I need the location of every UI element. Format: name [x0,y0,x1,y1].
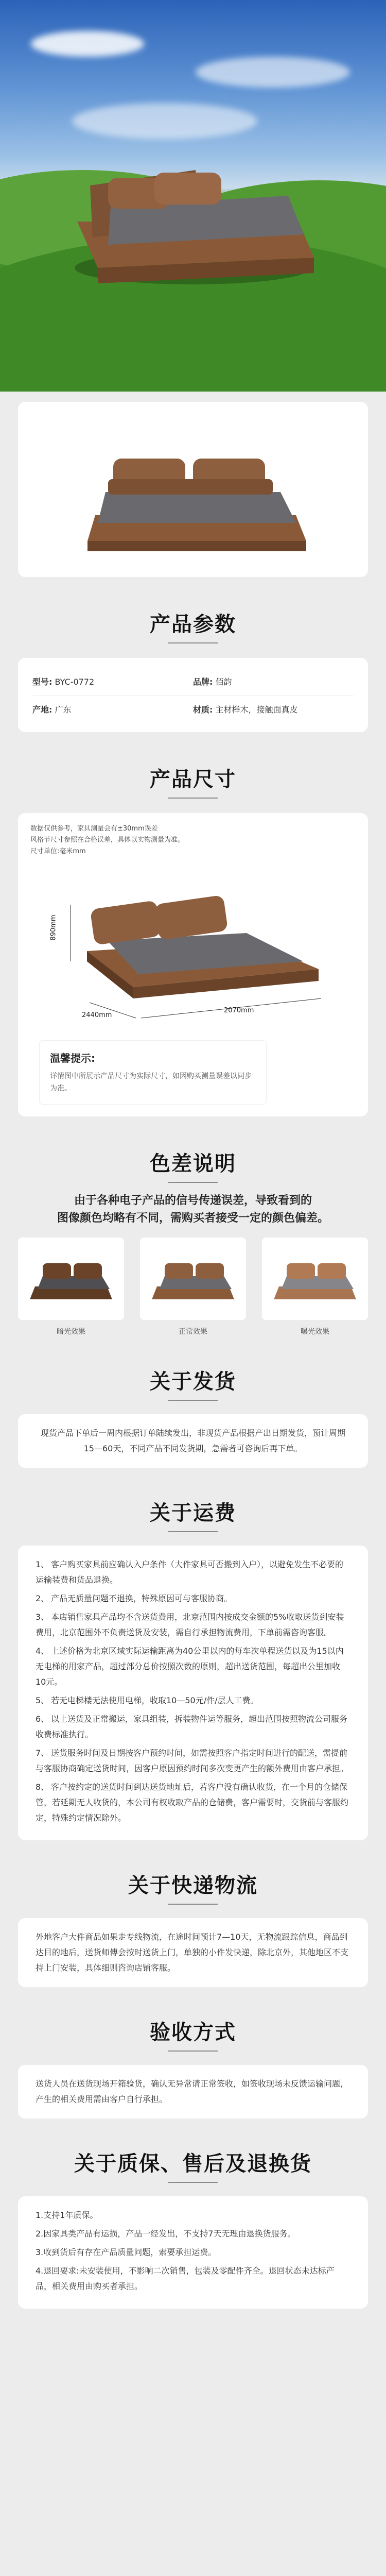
title-underline [168,642,218,643]
param-label: 产地: [32,705,52,715]
size-diagram [30,863,356,1028]
variant-caption: 正常效果 [179,1328,207,1336]
param-value: 佰韵 [215,676,232,687]
logistics-section [0,1869,386,1987]
product-photo-card [18,402,368,577]
hero-image [0,0,386,392]
freight-title: 关于运费 [150,1501,236,1525]
title-underline [168,1400,218,1401]
rule-item: 2、 产品无质量问题不退换，特殊原因可与客服协商。 [36,1594,233,1603]
accept-section [0,2016,386,2119]
param-label: 品牌: [193,676,213,687]
accept-title: 验收方式 [150,2021,236,2044]
title-underline [168,1182,218,1183]
variant-bright [262,1238,368,1336]
warranty-title: 关于质保、售后及退换货 [74,2152,312,2176]
warranty-rules [18,2196,368,2309]
variant-dark [18,1238,124,1336]
ship-section [0,1365,386,1468]
param-value: BYC-0772 [55,676,95,687]
color-desc [0,1192,386,1227]
color-section [0,1147,386,1336]
logistics-text: 外地客户大件商品如果走专线物流，在途时间预计7—10天，无物流跟踪信息，商品到达目的地后，送货师傅会按时送货上门，单独的小件发快递，除北京外，其他地区不支持上门安装，具体细则咨询店铺客服。 [18,1918,368,1987]
params-table [18,658,368,732]
warranty-item: 2.因家具类产品有运损，产品一经发出，不支持7天无理由退换货服务。 [36,2229,296,2239]
param-label: 型号: [32,676,52,687]
param-value: 主材榉木，接触面真皮 [215,705,298,715]
bed-thumb-icon [269,1250,361,1307]
color-desc-line: 由于各种电子产品的信号传递误差，导致看到的 [74,1194,312,1207]
rule-item: 7、 送货服务时间及日期按客户预约时间，如需按照客户指定时间进行的配送，需提前与客服协商确定送货时间，因客户原因预约时间多次变更产生的额外费用由客户承担。 [36,1748,349,1773]
params-title: 产品参数 [150,613,236,636]
title-underline [168,2050,218,2052]
variant-normal [140,1238,246,1336]
title-underline [168,1531,218,1532]
bed-hero-icon [0,0,386,392]
dim-height: 890mm [49,914,58,941]
warranty-item: 3.收到货后有存在产品质量问题，索要承担运费。 [36,2247,217,2257]
param-label: 材质: [193,705,213,715]
size-title: 产品尺寸 [150,768,236,791]
variant-caption: 曝光效果 [301,1328,329,1336]
ship-title: 关于发货 [150,1370,236,1394]
params-section [0,608,386,732]
title-underline [168,2182,218,2183]
dim-depth: 2440mm [82,1011,112,1019]
freight-rules [18,1546,368,1840]
bed-photo-icon [18,402,368,577]
warranty-item: 4.退回要求:未安装使用，不影响二次销售，包装及零配件齐全。退回状态未达标产品，相关费用由购买者承担。 [36,2266,335,2291]
freight-section [0,1497,386,1840]
title-underline [168,1904,218,1905]
size-section [0,763,386,1116]
accept-text: 送货人员在送货现场开箱验货，确认无异常请正常签收，如签收现场未反馈运输问题，产生的相关费用需由客户自行承担。 [18,2065,368,2119]
rule-item: 5、 若无电梯楼无法使用电梯，收取10—50元/件/层人工费。 [36,1696,259,1705]
size-note: 数据仅供参考，家具测量会有±30mm误差 [30,825,158,833]
logistics-title: 关于快递物流 [128,1874,258,1897]
ship-text: 现货产品下单后一周内根据订单陆续发出，非现货产品根据产出日期发货，预计周期15—60天，不同产品不同发货期，急需者可咨询后再下单。 [18,1414,368,1468]
tips-text: 详情图中所展示产品尺寸为实际尺寸，如因购买测量误差以同步为准。 [50,1072,252,1093]
size-note: 尺寸单位:毫米mm [30,848,86,855]
rule-item: 6、 以上送货及正常搬运，家具组装，拆装物件运等服务，超出范围按照物流公司服务收费标准执行。 [36,1714,348,1739]
bed-thumb-icon [147,1250,239,1307]
title-underline [168,798,218,799]
rule-item: 8、 客户按约定的送货时间到达送货地址后，若客户没有确认收货，在一个月的仓储保管，若延期无人收货的，本公司有权收取产品的仓储费，客户需要时，交货前与客服约定，特殊约定情况除外。 [36,1782,349,1823]
param-row [32,667,354,695]
tips-box [40,1041,266,1104]
size-note: 风格节尺寸参照在合格误差，具体以实物测量为准。 [30,836,185,844]
variant-caption: 暗光效果 [57,1328,85,1336]
rule-item: 4、 上述价格为北京区域实际运输距离为40公里以内的每车次单程送货以及为15以内无电梯的用家产品，超过部分总价按照次数的原则，超出送货范围，每超出公里加收10元。 [36,1646,344,1687]
param-value: 广东 [55,705,72,715]
rule-item: 3、 本店销售家具产品均不含送货费用，北京范围内按成交金额的5%收取送货到安装费用，北京范围外不负责送货及安装，需自行承担物流费用，下单前需咨询客服。 [36,1612,344,1637]
tips-title: 温馨提示: [50,1052,95,1064]
color-desc-line: 图像颜色均略有不同，需购买者接受一定的颜色偏差。 [57,1212,329,1225]
size-card [18,813,368,1116]
param-row [32,695,354,723]
warranty-item: 1.支持1年质保。 [36,2210,98,2220]
color-title: 色差说明 [150,1152,236,1176]
warranty-section [0,2147,386,2329]
bed-thumb-icon [25,1250,117,1307]
color-variants [18,1238,368,1336]
dim-width: 2070mm [224,1007,254,1014]
rule-item: 1、 客户购买家具前应确认入户条件（大件家具可否搬到入户），以避免发生不必要的运输装费和货品退换。 [36,1560,344,1585]
